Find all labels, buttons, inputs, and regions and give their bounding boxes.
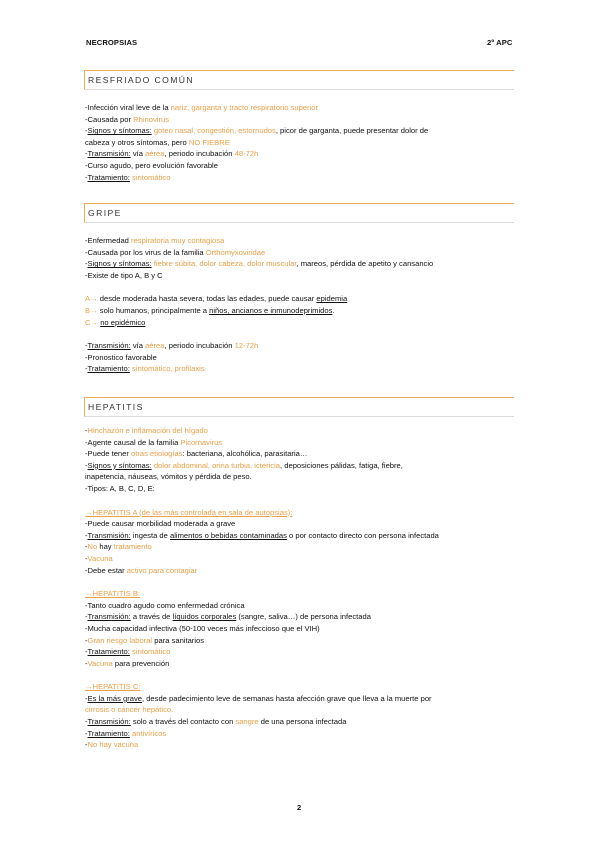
text-run: alimentos o bebidas contaminadas	[169, 530, 287, 540]
text-run: Tratamiento:	[87, 364, 130, 374]
text-line	[85, 635, 515, 647]
section-header	[84, 397, 514, 417]
text-line	[85, 305, 515, 317]
text-run: aérea	[145, 149, 165, 159]
text-run: Transmisión:	[87, 530, 131, 540]
text-run: vía	[130, 341, 146, 351]
document-title: NECROPSIAS	[86, 38, 138, 47]
text-run: -Tanto cuadro agudo como enfermedad crónica	[85, 600, 245, 610]
text-run: -	[85, 341, 88, 351]
page-number: 2	[297, 803, 302, 812]
text-run: -	[85, 728, 88, 738]
text-run: No hay vacuna	[87, 740, 139, 750]
text-run: -	[85, 126, 88, 136]
text-run: A	[85, 294, 91, 304]
text-run: -Causada por	[85, 114, 134, 124]
text-run: -Mucha capacidad infectiva (50-100 veces más infeccioso que el VIH)	[85, 623, 320, 633]
text-run: -	[85, 530, 88, 540]
text-run: Tratamiento:	[87, 728, 130, 738]
text-run: para sanitarios	[152, 635, 205, 645]
text-run: cabeza y otros síntomas, pero	[85, 137, 189, 147]
text-run: sintomático	[132, 647, 171, 657]
text-run: , deposiciones pálidas, fatiga, fiebre,	[280, 460, 403, 470]
text-run: solo a través del contacto con	[130, 717, 236, 727]
text-run: -	[85, 635, 88, 645]
text-run: Signos y síntomas:	[87, 126, 152, 136]
text-line	[85, 553, 515, 565]
text-run: -	[85, 553, 88, 563]
text-run: -Pronostico favorable	[85, 352, 157, 362]
text-run: 12-72h	[234, 341, 259, 351]
text-run: →HEPATITIS B:	[85, 589, 140, 599]
text-run: -	[85, 172, 88, 182]
text-line	[85, 340, 515, 352]
text-run: sangre	[235, 717, 259, 727]
blank-line	[85, 281, 515, 293]
text-line	[85, 483, 515, 495]
text-run: , mareos, pérdida de apetito y cansancio	[296, 259, 434, 269]
text-run: -	[85, 740, 88, 750]
text-line	[85, 704, 515, 716]
section-resfriado-comun	[84, 70, 514, 182]
text-run: -	[85, 693, 88, 703]
text-line	[85, 437, 515, 449]
text-line	[85, 172, 515, 184]
text-run: B	[85, 305, 91, 315]
text-run: Orthomyxoviridae	[205, 247, 266, 257]
text-run: desde moderada hasta severa, todas las edades, puede causar	[99, 294, 317, 304]
blank-line	[85, 576, 515, 588]
text-line	[85, 600, 515, 612]
text-line	[85, 125, 515, 137]
text-run: cirrosis o cáncer hepático.	[85, 705, 174, 715]
text-run: , periodo incubación	[164, 149, 235, 159]
text-run: a través de	[130, 612, 173, 622]
section-header	[84, 203, 514, 223]
text-run: inapetencia, náuseas, vómitos y pérdida de peso.	[85, 472, 252, 482]
text-run: 48-72h	[234, 149, 259, 159]
text-run: →HEPATITIS C:	[85, 682, 141, 692]
text-run: -Agente causal de la familia	[85, 437, 181, 447]
text-run: : bacteriana, alcohólica, parasitaria…	[182, 449, 308, 459]
text-run: -	[85, 658, 88, 668]
text-run: →HEPATITIS A (de las más controlada en sala de autopsias):	[85, 507, 293, 517]
text-run: -	[85, 542, 88, 552]
text-run: para prevención	[112, 658, 170, 668]
text-line	[85, 363, 515, 375]
text-run: ingesta de	[130, 530, 170, 540]
text-line	[85, 739, 515, 751]
text-run: activo para contagiar	[126, 565, 198, 575]
text-line	[85, 588, 515, 600]
section-body	[85, 425, 515, 751]
text-line	[85, 530, 515, 542]
text-run: -	[85, 647, 88, 657]
text-run: -	[85, 612, 88, 622]
course-label: 2º APC	[487, 38, 513, 47]
text-run: Hinchazón e inflamación del hígado	[87, 426, 208, 435]
text-run: -Existe de tipo A, B y C	[85, 270, 163, 280]
text-run: no epidémico	[100, 317, 146, 327]
text-run: , periodo incubación	[164, 341, 235, 351]
text-line	[85, 160, 515, 172]
text-run: Vacuna	[87, 553, 113, 563]
text-run: fiebre súbita, dolor cabeza, dolor muscular	[153, 259, 297, 269]
text-run: No	[87, 542, 98, 552]
text-line	[85, 293, 515, 305]
text-run: C	[85, 317, 91, 327]
text-run: respiratoria muy contagiosa	[131, 236, 225, 245]
text-line	[85, 541, 515, 553]
section-title: HEPATITIS	[88, 402, 144, 412]
text-run: NO FIEBRE	[188, 137, 230, 147]
text-run: Signos y síntomas:	[87, 259, 152, 269]
text-run: líquidos corporales	[172, 612, 237, 622]
text-run: sintomático, profilaxis	[132, 364, 205, 374]
text-run: solo humanos, principalmente a	[99, 305, 210, 315]
text-run: -	[85, 460, 88, 470]
blank-line	[85, 495, 515, 507]
section-gripe	[84, 203, 514, 374]
text-run: tratamiento	[113, 542, 152, 552]
text-line	[85, 258, 515, 270]
text-run: antivíricos	[132, 728, 167, 738]
text-line	[85, 611, 515, 623]
text-line	[85, 507, 515, 519]
section-title: RESFRIADO COMÚN	[88, 75, 194, 85]
text-line	[85, 448, 515, 460]
text-run: Tratamiento:	[87, 647, 130, 657]
section-body	[85, 102, 515, 183]
text-line	[85, 137, 515, 149]
text-run: →	[90, 305, 100, 315]
text-line	[85, 235, 515, 247]
text-run: Transmisión:	[87, 149, 131, 159]
text-run: Signos y síntomas:	[87, 460, 152, 470]
text-run: -	[85, 259, 88, 269]
section-body	[85, 235, 515, 375]
text-run: aérea	[145, 341, 165, 351]
text-run: Picornavirus	[180, 437, 223, 447]
text-line	[85, 681, 515, 693]
text-run: →	[90, 317, 101, 327]
text-run: -	[85, 364, 88, 374]
text-run: Rhinovirus	[133, 114, 169, 124]
text-run: -Puede tener	[85, 449, 132, 459]
text-line	[85, 148, 515, 160]
text-run: vía	[130, 149, 146, 159]
text-run: -Causada por los virus de la familia	[85, 247, 206, 257]
text-run: , desde padecimiento leve de semanas hasta afección grave que lleva a la muerte por	[141, 693, 432, 703]
text-line	[85, 518, 515, 530]
text-line	[85, 693, 515, 705]
text-run: -	[85, 717, 88, 727]
text-line	[85, 425, 515, 437]
section-hepatitis	[84, 397, 514, 750]
text-run: Transmisión:	[87, 612, 131, 622]
text-run: -	[85, 426, 88, 435]
text-run: -Tipos: A, B, C, D, E:	[85, 483, 155, 493]
text-run: nariz, garganta y tracto respiratorio superior	[170, 103, 318, 112]
text-run: dolor abdominal, orina turbia, ictericia	[153, 460, 281, 470]
text-run: Transmisión:	[87, 341, 131, 351]
text-run: Transmisión:	[87, 717, 131, 727]
text-run: (sangre, saliva…) de persona infectada	[236, 612, 371, 622]
text-run: -Enfermedad	[85, 236, 132, 245]
text-run: -	[85, 149, 88, 159]
section-header	[84, 70, 514, 90]
text-run: -Puede causar morbilidad moderada a grave	[85, 519, 236, 529]
text-run: -Curso agudo, pero evolución favorable	[85, 160, 218, 170]
text-line	[85, 247, 515, 259]
text-run: , picor de garganta, puede presentar dolor de	[275, 126, 429, 136]
text-run: otras etiologías	[131, 449, 183, 459]
text-run: Es la más grave	[87, 693, 142, 703]
text-run: niños, ancianos e inmunodeprimidos	[209, 305, 333, 315]
text-line	[85, 658, 515, 670]
text-run: -Debe estar	[85, 565, 127, 575]
text-line	[85, 565, 515, 577]
text-run: Gran riesgo laboral	[87, 635, 153, 645]
text-line	[85, 352, 515, 364]
text-run: o por contacto directo con persona infectada	[286, 530, 439, 540]
blank-line	[85, 328, 515, 340]
text-line	[85, 716, 515, 728]
text-run: sintomático	[132, 172, 171, 182]
text-line	[85, 623, 515, 635]
text-line	[85, 728, 515, 740]
text-line	[85, 114, 515, 126]
text-run: epidemia	[316, 294, 348, 304]
text-run: de una persona infectada	[258, 717, 347, 727]
text-run: Vacuna	[87, 658, 113, 668]
text-run: .	[332, 305, 335, 315]
text-run: -Infección viral leve de la	[85, 103, 171, 112]
text-run: →	[90, 294, 100, 304]
text-line	[85, 270, 515, 282]
text-line	[85, 460, 515, 472]
section-title: GRIPE	[88, 208, 122, 218]
text-run: goteo nasal, congestión, estornudos	[153, 126, 276, 136]
text-run: hay	[97, 542, 114, 552]
text-line	[85, 646, 515, 658]
blank-line	[85, 669, 515, 681]
text-run: Tratamiento:	[87, 172, 130, 182]
text-line	[85, 317, 515, 329]
text-line	[85, 471, 515, 483]
text-line	[85, 102, 515, 114]
